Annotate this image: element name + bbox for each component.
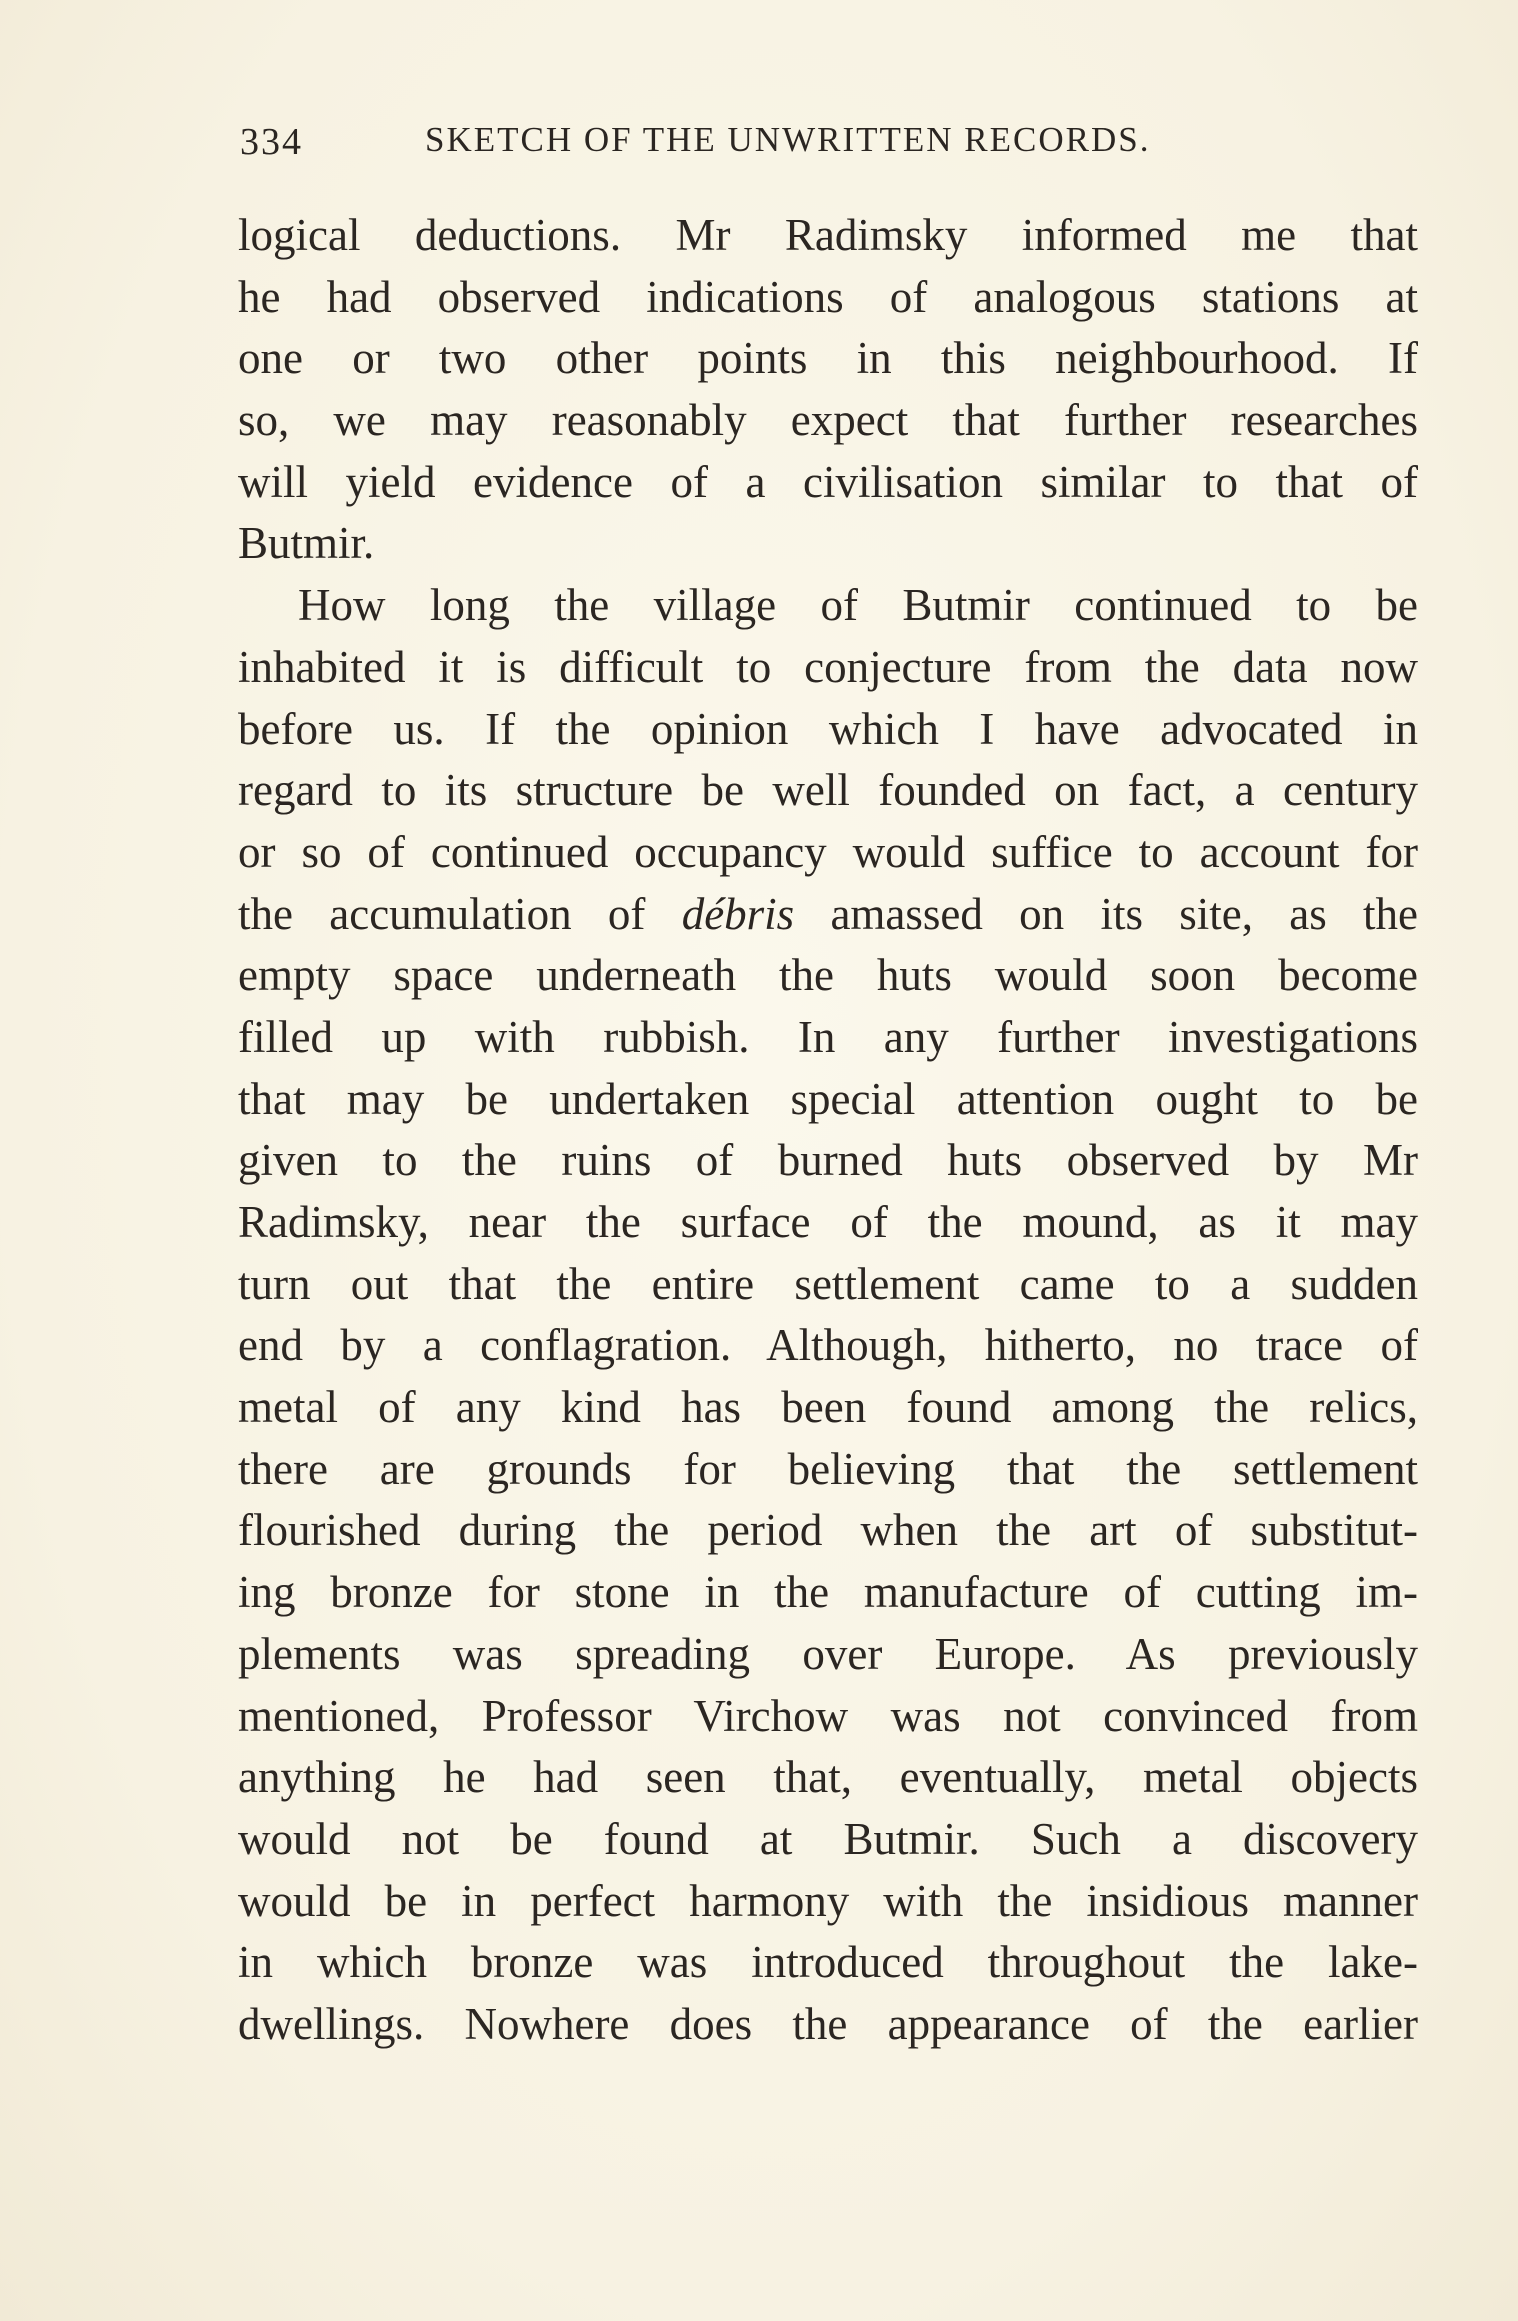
text-line: that may be undertaken special attention ought to be bbox=[238, 1073, 1418, 1124]
text-line: ing bronze for stone in the manufacture of cutting im- bbox=[238, 1567, 1418, 1618]
text-line: given to the ruins of burned huts observed by Mr bbox=[238, 1135, 1418, 1186]
text-line: logical deductions. Mr Radimsky informed me that bbox=[238, 210, 1418, 260]
text-line: in which bronze was introduced throughout the lake- bbox=[238, 1937, 1418, 1988]
text-line: would not be found at Butmir. Such a discovery bbox=[238, 1813, 1418, 1864]
text-line: or so of continued occupancy would suffice to account for bbox=[238, 826, 1418, 877]
text-line: anything he had seen that, eventually, metal objects bbox=[238, 1752, 1418, 1803]
text-line: inhabited it is difficult to conjecture from the data now bbox=[238, 641, 1418, 692]
body-text bbox=[238, 205, 1418, 2056]
text-line: there are grounds for believing that the settlement bbox=[238, 1443, 1418, 1494]
page-number: 334 bbox=[240, 121, 303, 163]
text-line: regard to its structure be well founded on fact, a century bbox=[238, 765, 1418, 816]
text-line-with-italic bbox=[238, 884, 1418, 946]
text-line: Radimsky, near the surface of the mound, as it may bbox=[238, 1197, 1418, 1247]
paragraph-start-line: How long the village of Butmir continued to be bbox=[298, 580, 1418, 631]
text-run: amassed on its site, as the bbox=[794, 888, 1418, 939]
text-line: empty space underneath the huts would soon become bbox=[238, 950, 1418, 1001]
text-line: so, we may reasonably expect that further researches bbox=[238, 395, 1418, 446]
text-line: one or two other points in this neighbourhood. If bbox=[238, 333, 1418, 384]
text-line: would be in perfect harmony with the insidious manner bbox=[238, 1875, 1418, 1926]
text-line: metal of any kind has been found among the relics, bbox=[238, 1382, 1418, 1433]
text-line: Butmir. bbox=[238, 518, 375, 569]
text-line: dwellings. Nowhere does the appearance of the earlier bbox=[238, 1998, 1418, 2049]
text-line: will yield evidence of a civilisation similar to that of bbox=[238, 456, 1418, 507]
text-line: plements was spreading over Europe. As previously bbox=[238, 1628, 1418, 1679]
text-line: filled up with rubbish. In any further investigations bbox=[238, 1011, 1418, 1062]
text-line: mentioned, Professor Virchow was not convinced from bbox=[238, 1690, 1418, 1741]
text-line: before us. If the opinion which I have advocated in bbox=[238, 703, 1418, 754]
italic-term: débris bbox=[681, 888, 795, 939]
text-line: turn out that the entire settlement came to a sudden bbox=[238, 1258, 1418, 1309]
text-line: he had observed indications of analogous stations at bbox=[238, 271, 1418, 322]
text-line: flourished during the period when the art of substitut- bbox=[238, 1505, 1418, 1556]
text-run: the accumulation of bbox=[238, 888, 682, 939]
text-line: end by a conflagration. Although, hitherto, no trace of bbox=[238, 1320, 1418, 1371]
running-head bbox=[240, 120, 1240, 180]
running-title: SKETCH OF THE UNWRITTEN RECORDS. bbox=[425, 120, 1151, 159]
